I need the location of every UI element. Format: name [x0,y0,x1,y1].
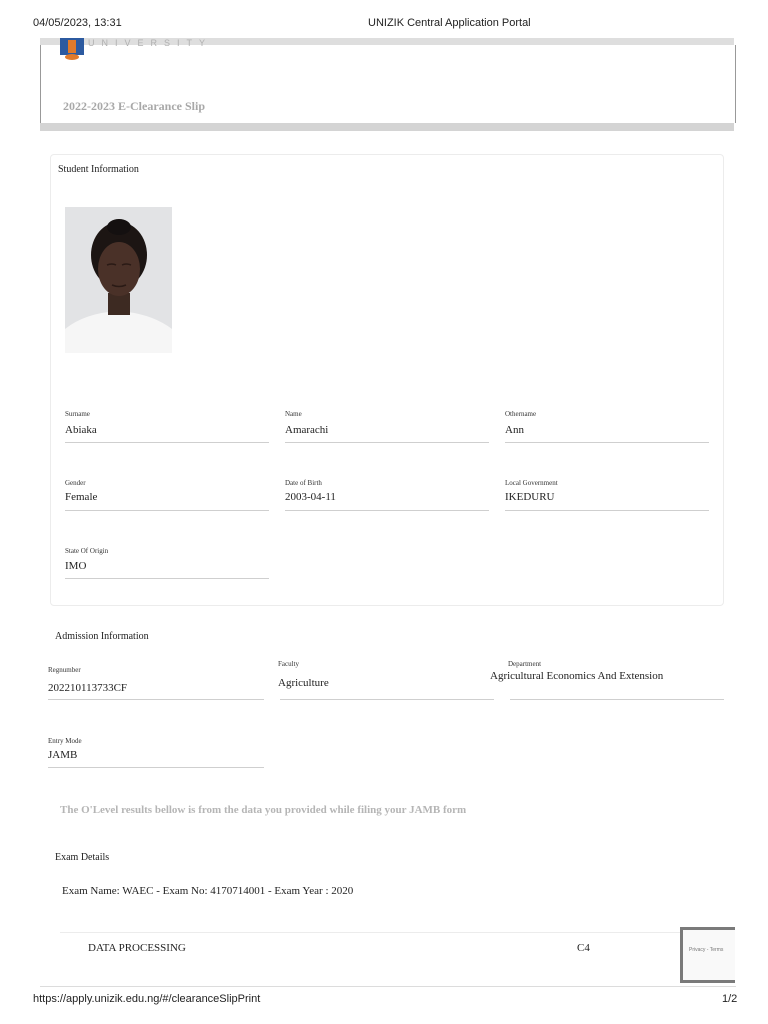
regnumber-value: 202210113733CF [48,682,128,694]
faculty-label: Faculty [278,660,299,668]
print-page-title: UNIZIK Central Application Portal [368,17,531,29]
header-bottom-bar [40,123,734,131]
state-of-origin-value: IMO [65,560,87,572]
surname-value: Abiaka [65,424,97,436]
print-footer-url: https://apply.unizik.edu.ng/#/clearanceSlipPrint [33,993,261,1005]
print-page-number: 1/2 [722,993,738,1005]
print-datetime: 04/05/2023, 13:31 [33,17,122,29]
regnumber-label: Regnumber [48,666,81,674]
faculty-underline [280,699,494,700]
othername-underline [505,442,709,443]
othername-value: Ann [505,424,524,436]
faculty-value: Agriculture [278,677,329,689]
lga-value: IKEDURU [505,491,555,503]
dob-value: 2003-04-11 [285,491,336,503]
result-grade: C4 [577,942,590,954]
state-of-origin-label: State Of Origin [65,547,109,555]
olevel-note: The O'Level results bellow is from the data you provided while filing your JAMB form [60,804,467,816]
department-value: Agricultural Economics And Extension [490,670,664,682]
surname-label: Surname [65,410,90,418]
department-underline [510,699,724,700]
entry-mode-value: JAMB [48,749,78,761]
gender-value: Female [65,491,98,503]
university-logo-text: UNIVERSITY [88,38,213,48]
dob-label: Date of Birth [285,479,322,487]
name-value: Amarachi [285,424,329,436]
results-table-bottom-border [40,986,736,987]
exam-summary: Exam Name: WAEC - Exam No: 4170714001 - Exam Year : 2020 [62,885,354,897]
surname-underline [65,442,269,443]
recaptcha-privacy-terms[interactable]: Privacy - Terms [689,947,724,953]
gender-underline [65,510,269,511]
lga-label: Local Government [505,479,558,487]
student-photo [65,207,172,353]
othername-label: Othername [505,410,537,418]
name-label: Name [285,410,302,418]
lga-underline [505,510,709,511]
entry-mode-label: Entry Mode [48,737,82,745]
department-label: Department [508,660,542,668]
exam-details-title: Exam Details [55,852,110,863]
university-logo-icon [60,38,84,60]
name-underline [285,442,489,443]
results-table-top-border [60,932,734,933]
recaptcha-badge[interactable] [680,927,735,983]
result-subject: DATA PROCESSING [88,942,186,954]
regnumber-underline [48,699,264,700]
dob-underline [285,510,489,511]
student-information-title: Student Information [58,164,139,175]
state-of-origin-underline [65,578,269,579]
slip-title: 2022-2023 E-Clearance Slip [63,99,205,113]
entry-mode-underline [48,767,264,768]
admission-information-title: Admission Information [55,631,149,642]
gender-label: Gender [65,479,86,487]
